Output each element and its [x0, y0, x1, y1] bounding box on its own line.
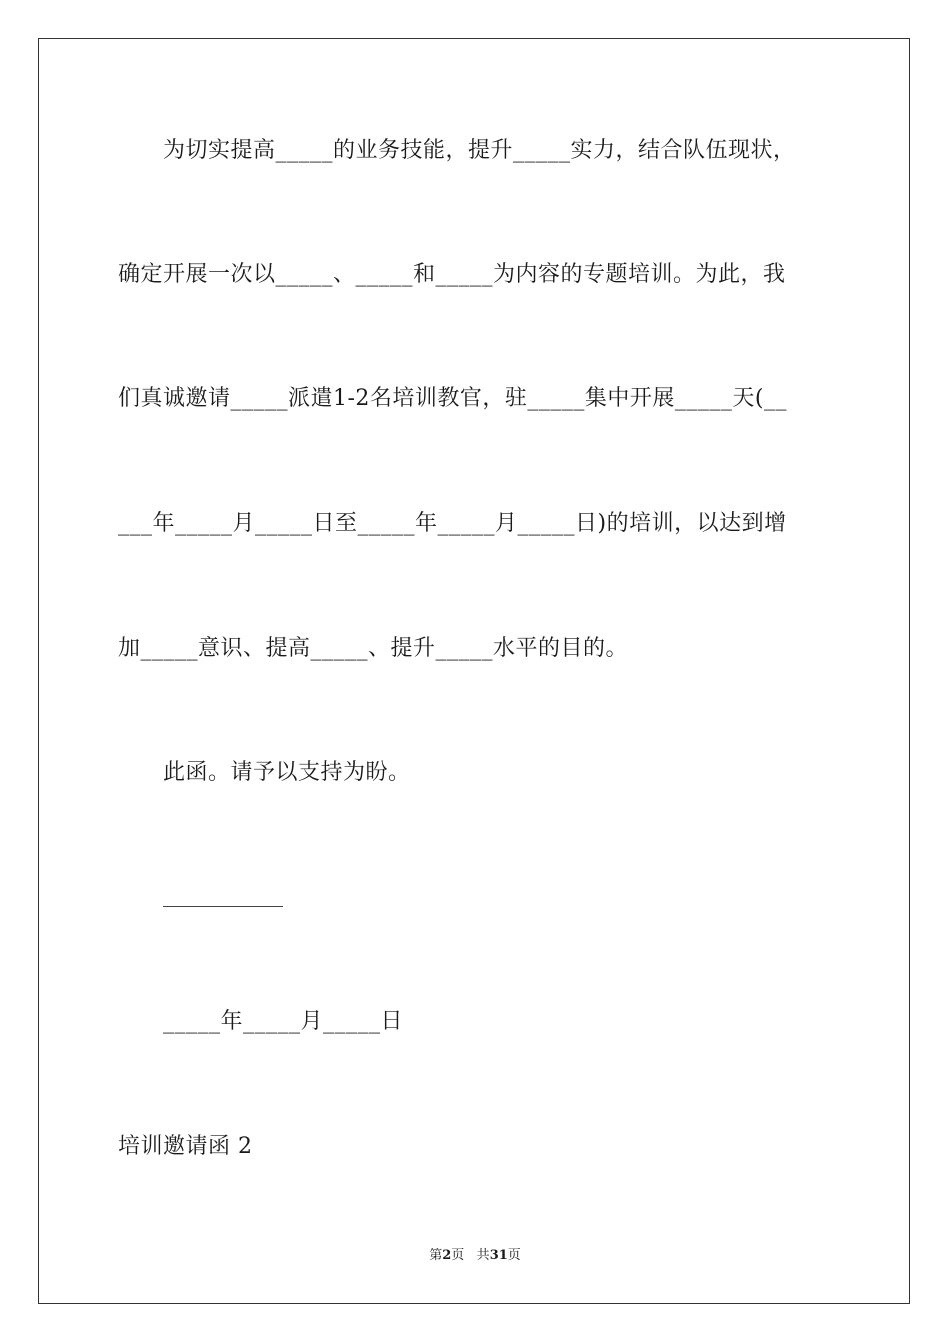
- footer-total-prefix: 共: [476, 1248, 490, 1263]
- paragraph-line-2: 确定开展一次以_____、_____和_____为内容的专题培训。为此，我: [118, 262, 786, 287]
- signature-blank-line: [163, 906, 283, 907]
- paragraph-line-3: 们真诚邀请_____派遣1-2名培训教官，驻_____集中开展_____天(__: [118, 386, 788, 411]
- paragraph-line-4: ___年_____月_____日至_____年_____月_____日)的培训，以达到增: [118, 511, 787, 536]
- footer-total-suffix: 页: [507, 1248, 521, 1263]
- footer-total-pages: 31: [489, 1248, 508, 1263]
- paragraph-line-5: 加_____意识、提高_____、提升_____水平的目的。: [118, 636, 629, 661]
- date-line: _____年_____月_____日: [163, 1009, 404, 1034]
- footer-page-prefix: 第: [429, 1248, 443, 1263]
- section-title: 培训邀请函 2: [118, 1134, 253, 1159]
- page-border: [38, 38, 910, 1304]
- closing-text: 此函。请予以支持为盼。: [163, 760, 411, 785]
- paragraph-line-1: 为切实提高_____的业务技能，提升_____实力，结合队伍现状，: [163, 138, 796, 163]
- footer-page-suffix: 页: [451, 1248, 465, 1263]
- page-footer: [0, 1247, 950, 1265]
- footer-page-number: 2: [442, 1248, 452, 1263]
